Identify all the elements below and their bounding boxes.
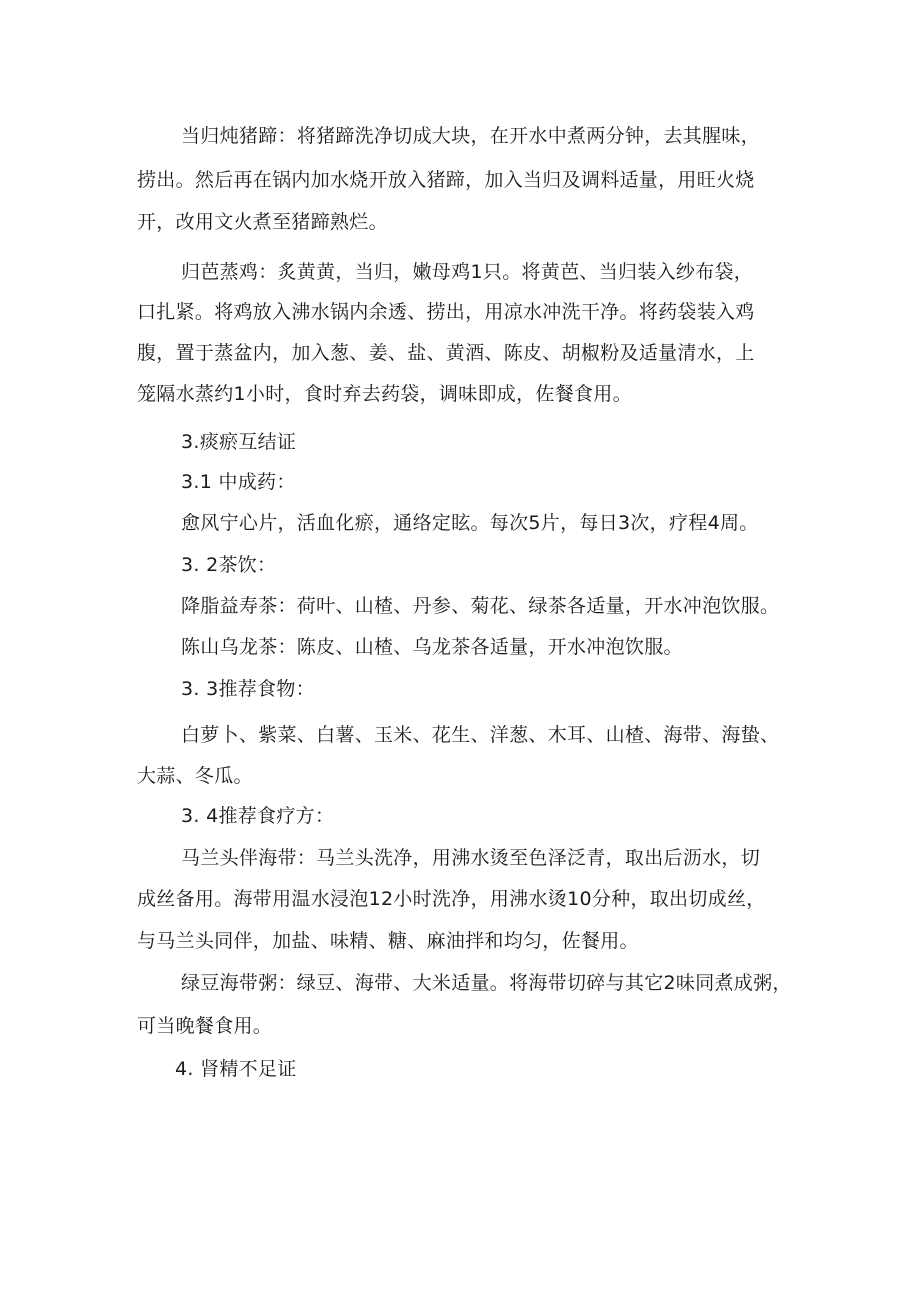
text-line: 当归炖猪蹄：将猪蹄洗净切成大块，在开水中煮两分钟，去其腥味，	[181, 125, 761, 147]
text-line: 开，改用文火煮至猪蹄熟烂。	[137, 211, 388, 233]
text-line: 绿豆海带粥：绿豆、海带、大米适量。将海带切碎与其它2味同煮成粥，	[181, 972, 792, 994]
text-line: 腹，置于蒸盆内，加入葱、姜、盐、黄酒、陈皮、胡椒粉及适量清水，上	[137, 342, 755, 364]
text-line: 笼隔水蒸约1小时，食时弃去药袋，调味即成，佐餐食用。	[137, 383, 632, 405]
subsection-heading: 3. 4推荐食疗方：	[181, 805, 335, 827]
subsection-heading: 3. 3推荐食物：	[181, 678, 315, 700]
text-line: 愈风宁心片，活血化瘀，通络定眩。每次5片，每日3次，疗程4周。	[181, 512, 759, 534]
text-line: 白萝卜、紫菜、白薯、玉米、花生、洋葱、木耳、山楂、海带、海蛰、	[181, 724, 780, 746]
subsection-heading: 3.1 中成药：	[181, 471, 296, 493]
text-line: 归芭蒸鸡：炙黄黄，当归，嫩母鸡1只。将黄芭、当归装入纱布袋，	[181, 261, 754, 283]
text-line: 大蒜、冬瓜。	[137, 765, 253, 787]
text-line: 可当晚餐食用。	[137, 1015, 273, 1037]
text-line: 成丝备用。海带用温水浸泡12小时洗净，用沸水烫10分种，取出切成丝，	[137, 888, 766, 910]
text-line: 降脂益寿茶：荷叶、山楂、丹参、菊花、绿茶各适量，开水冲泡饮服。	[181, 595, 780, 617]
text-line: 马兰头伴海带：马兰头洗净，用沸水烫至色泽泛青，取出后沥水，切	[181, 847, 761, 869]
section-heading: 4. 肾精不足证	[175, 1058, 297, 1080]
text-line: 捞出。然后再在锅内加水烧开放入猪蹄，加入当归及调料适量，用旺火烧	[137, 169, 755, 191]
section-heading: 3.痰瘀互结证	[181, 431, 297, 453]
subsection-heading: 3. 2茶饮：	[181, 554, 277, 576]
text-line: 与马兰头同伴，加盐、味精、糖、麻油拌和均匀，佐餐用。	[137, 930, 639, 952]
text-line: 陈山乌龙茶：陈皮、山楂、乌龙茶各适量，开水冲泡饮服。	[181, 636, 683, 658]
text-line: 口扎紧。将鸡放入沸水锅内余透、捞出，用凉水冲洗干净。将药袋装入鸡	[137, 301, 755, 323]
